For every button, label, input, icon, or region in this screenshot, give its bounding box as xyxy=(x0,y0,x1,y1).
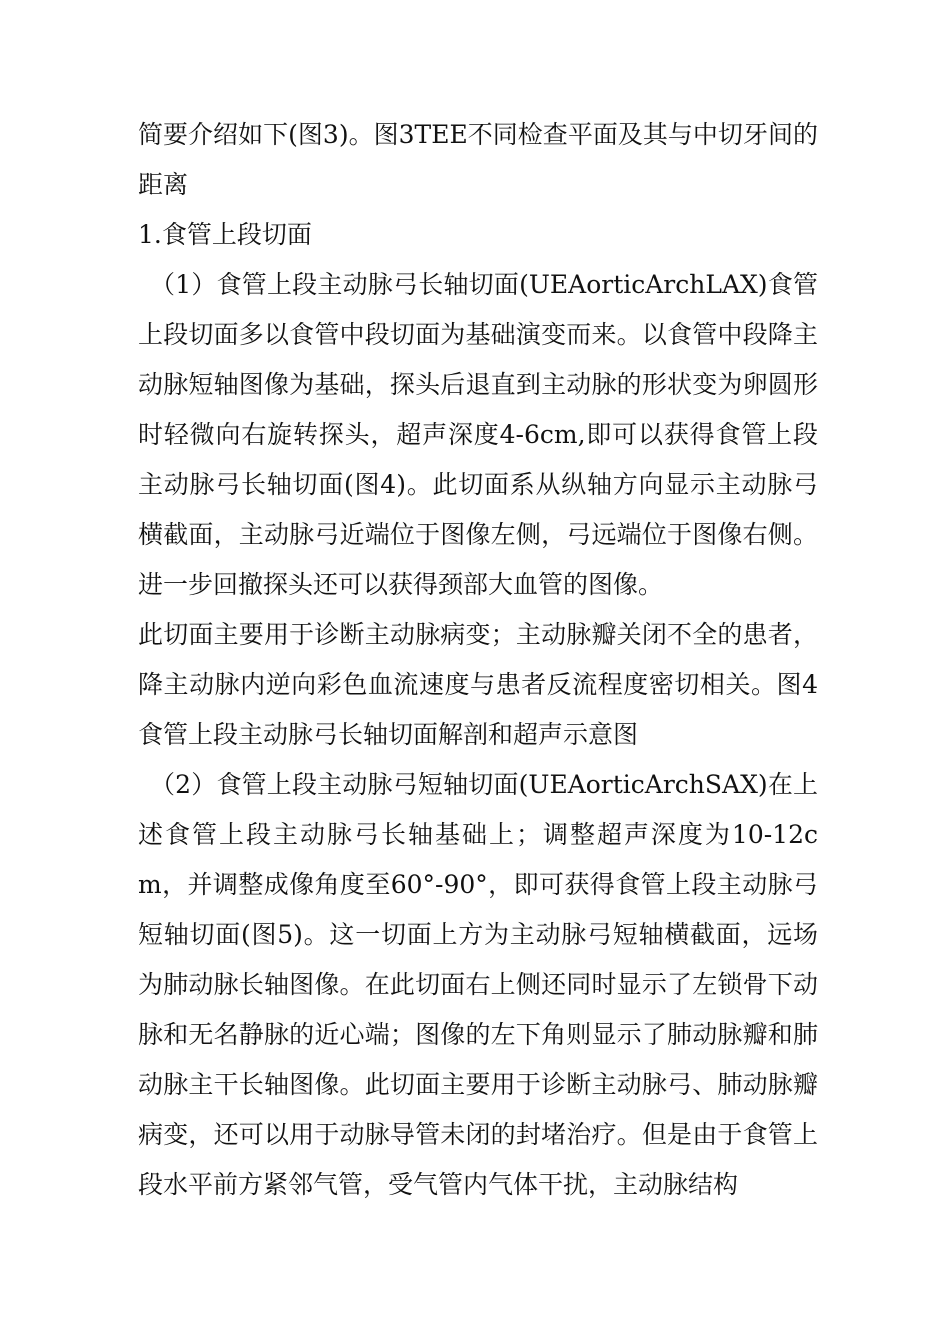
section-heading: 1.食管上段切面 xyxy=(138,220,312,249)
item-2-paragraph: （2）食管上段主动脉弓短轴切面(UEAorticArchSAX)在上述食管上段主动脉弓长轴基础上；调整超声深度为10-12cm，并调整成像角度至60°-90°，即可获得食管上段主动脉弓短轴切面(图5)。这一切面上方为主动脉弓短轴横截面，远场为肺动脉长轴图像。在此切面右上侧还同时显示了左锁骨下动脉和无名静脉的近心端；图像的左下角则显示了肺动脉瓣和肺动脉主干长轴图像。此切面主要用于诊断主动脉弓、肺动脉瓣病变，还可以用于动脉导管未闭的封堵治疗。但是由于食管上段水平前方紧邻气管，受气管内气体干扰，主动脉结构 xyxy=(138,770,818,1199)
item-1-paragraph: （1）食管上段主动脉弓长轴切面(UEAorticArchLAX)食管上段切面多以食管中段切面为基础演变而来。以食管中段降主动脉短轴图像为基础，探头后退直到主动脉的形状变为卵圆形时轻微向右旋转探头，超声深度4-6cm,即可以获得食管上段主动脉弓长轴切面(图4)。此切面系从纵轴方向显示主动脉弓横截面，主动脉弓近端位于图像左侧，弓远端位于图像右侧。进一步回撤探头还可以获得颈部大血管的图像。 xyxy=(138,270,818,599)
intro-paragraph: 简要介绍如下(图3)。图3TEE不同检查平面及其与中切牙间的距离 xyxy=(138,120,818,199)
document-body xyxy=(138,110,818,1210)
item-1-usage-paragraph: 此切面主要用于诊断主动脉病变；主动脉瓣关闭不全的患者，降主动脉内逆向彩色血流速度与患者反流程度密切相关。图4食管上段主动脉弓长轴切面解剖和超声示意图 xyxy=(138,620,818,749)
